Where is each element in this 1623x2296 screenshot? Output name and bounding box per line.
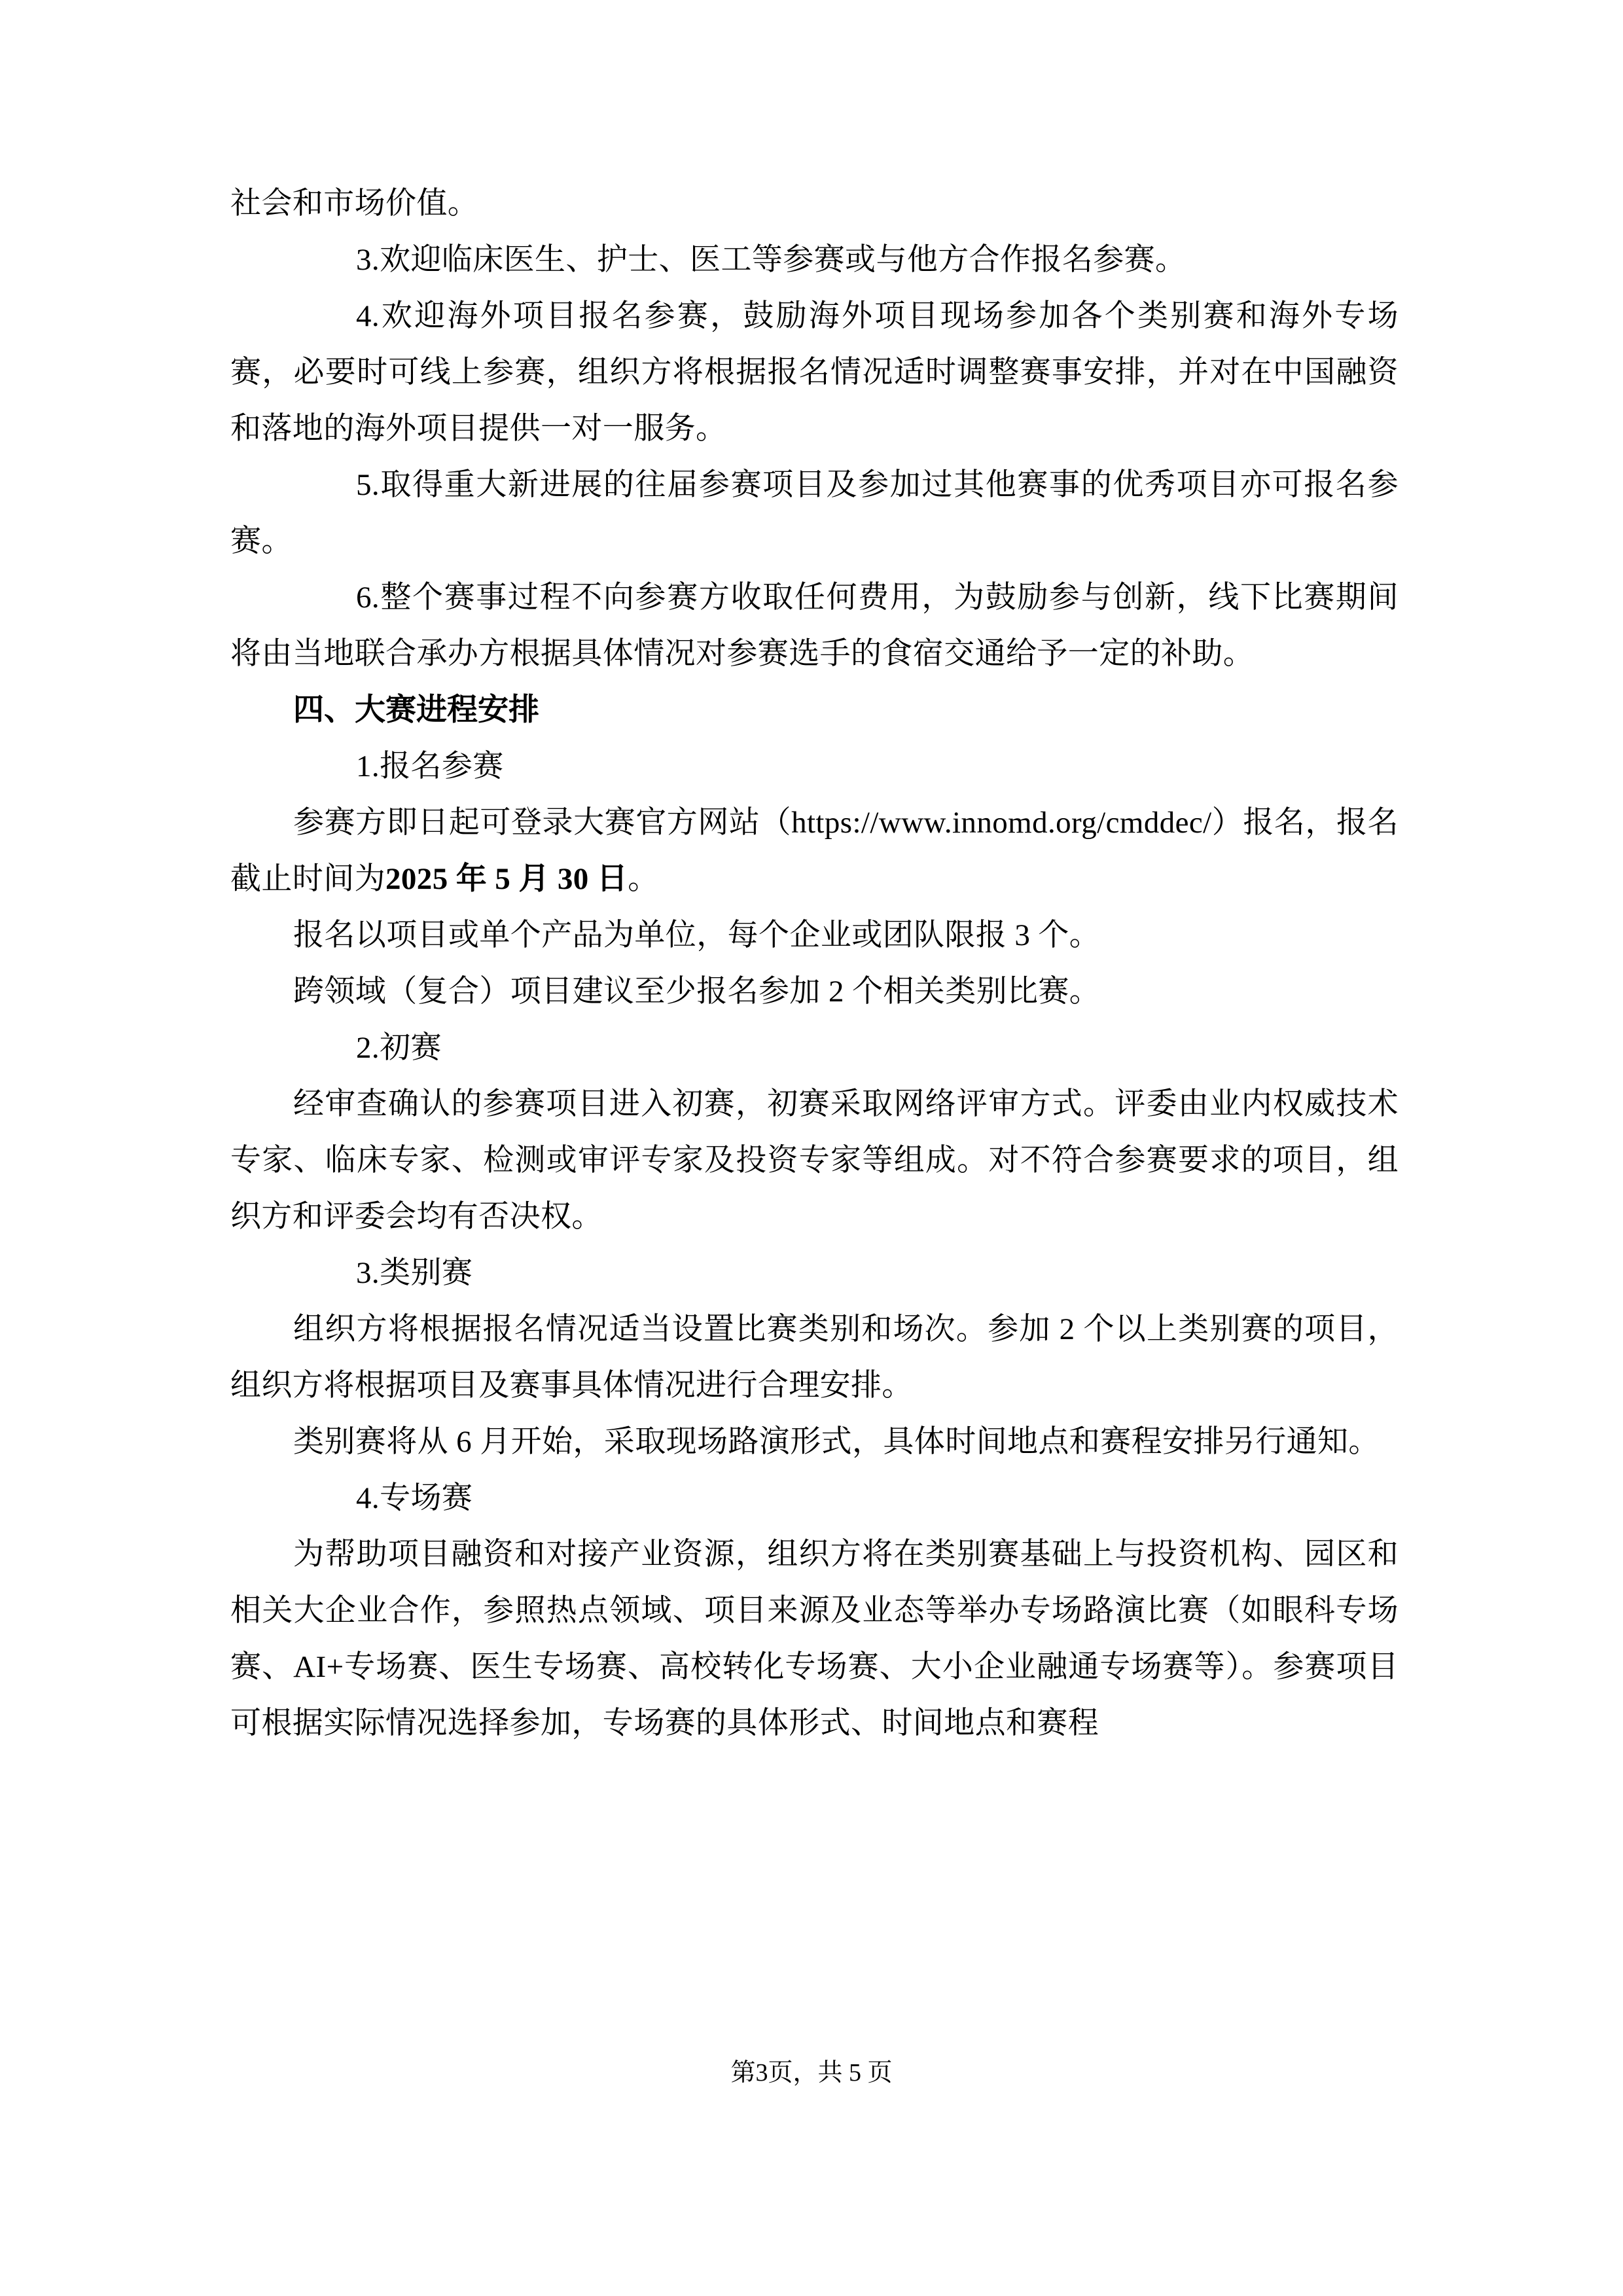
list-item-number: 4. [356, 1481, 380, 1515]
list-item-text: 类别赛 [380, 1256, 473, 1290]
list-item-number: 3. [356, 1256, 380, 1290]
list-item-text: 初赛 [380, 1031, 442, 1065]
page-footer: 第3页，共 5 页 [730, 2059, 893, 2087]
registration-deadline: 2025 年 5 月 30 日 [385, 862, 628, 896]
list-item [230, 1020, 1399, 1076]
paragraph: 报名以项目或单个产品为单位，每个企业或团队限报 3 个。 [293, 918, 1101, 952]
list-item [230, 569, 1399, 682]
list-item-number: 1. [356, 749, 380, 783]
paragraph: 跨领域（复合）项目建议至少报名参加 2 个相关类别比赛。 [293, 975, 1101, 1009]
registration-text-2: 。 [628, 862, 659, 896]
list-item-number: 3. [356, 243, 380, 277]
list-item [230, 1470, 1399, 1526]
paragraph-continuation: 社会和市场价值。 [230, 187, 479, 221]
list-item-text: 专场赛 [380, 1481, 473, 1515]
registration-text-1: 参赛方即日起可登录大赛官方网站（https://www.innomd.org/cmddec/）报名，报名截止时间为 [230, 806, 1399, 896]
paragraph: 类别赛将从 6 月开始，采取现场路演形式，具体时间地点和赛程安排另行通知。 [293, 1425, 1380, 1459]
list-item-text: 整个赛事过程不向参赛方收取任何费用，为鼓励参与创新，线下比赛期间将由当地联合承办方根据具体情况对参赛选手的食宿交通给予一定的补助。 [230, 581, 1399, 671]
registration-paragraph [230, 795, 1399, 907]
paragraph: 经审查确认的参赛项目进入初赛，初赛采取网络评审方式。评委由业内权威技术专家、临床专家、检测或审评专家及投资专家等组成。对不符合参赛要求的项目，组织方和评委会均有否决权。 [230, 1087, 1399, 1234]
list-item-text: 欢迎海外项目报名参赛，鼓励海外项目现场参加各个类别赛和海外专场赛，必要时可线上参赛，组织方将根据报名情况适时调整赛事安排，并对在中国融资和落地的海外项目提供一对一服务。 [230, 299, 1399, 446]
list-item-text: 欢迎临床医生、护士、医工等参赛或与他方合作报名参赛。 [380, 243, 1186, 277]
list-item-number: 2. [356, 1031, 380, 1065]
paragraph: 组织方将根据报名情况适当设置比赛类别和场次。参加 2 个以上类别赛的项目，组织方将根据项目及赛事具体情况进行合理安排。 [230, 1312, 1399, 1403]
list-item-number: 6. [356, 581, 380, 615]
list-item [230, 288, 1399, 457]
list-item [230, 457, 1399, 569]
list-item [230, 1245, 1399, 1301]
list-item-text: 取得重大新进展的往届参赛项目及参加过其他赛事的优秀项目亦可报名参赛。 [230, 468, 1399, 558]
paragraph: 为帮助项目融资和对接产业资源，组织方将在类别赛基础上与投资机构、园区和相关大企业合作，参照热点领域、项目来源及业态等举办专场路演比赛（如眼科专场赛、AI+专场赛、医生专场赛、高校转化专场赛、大小企业融通专场赛等）。参赛项目可根据实际情况选择参加，专场赛的具体形式、时间地点和赛程 [230, 1537, 1399, 1740]
document-body [230, 175, 1399, 1751]
list-item-number: 5. [356, 468, 380, 502]
list-item [230, 738, 1399, 795]
section-heading: 四、大赛进程安排 [293, 693, 539, 727]
list-item [230, 232, 1399, 288]
list-item-text: 报名参赛 [380, 749, 504, 783]
list-item-number: 4. [356, 299, 380, 333]
